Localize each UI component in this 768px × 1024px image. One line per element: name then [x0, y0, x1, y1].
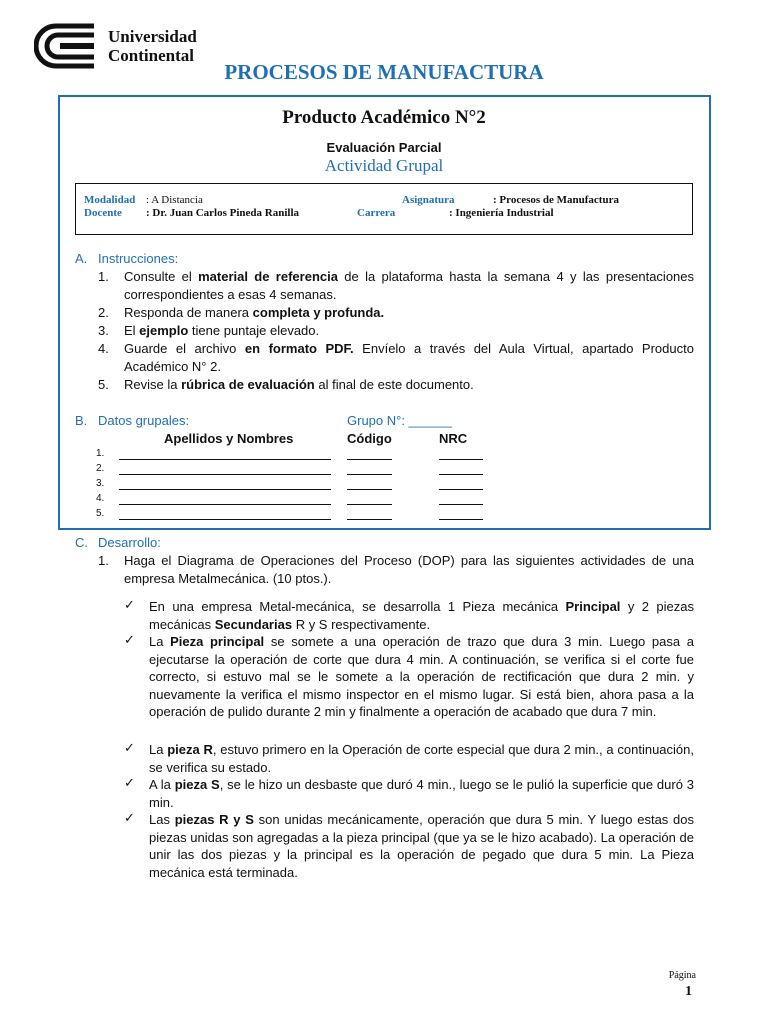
- instruction-5: Revise la rúbrica de evaluación al final de este documento.: [124, 377, 474, 392]
- section-b-letter: B.: [75, 413, 88, 428]
- evaluation-subtitle: Evaluación Parcial: [326, 140, 442, 155]
- name-blank: [119, 504, 331, 505]
- task-1-text: Haga el Diagrama de Operaciones del Proceso (DOP) para las siguientes actividades de una empresa Metalmecánica. (10 ptos.).: [124, 553, 694, 586]
- checkmark-icon: ✓: [124, 811, 135, 826]
- activity-bullet: En una empresa Metal-mecánica, se desarrolla 1 Pieza mecánica Principal y 2 piezas mecánicas Secundarias R y S respectivamente.: [149, 599, 694, 632]
- activity-type: Actividad Grupal: [324, 156, 444, 175]
- row-number: 4.: [96, 493, 105, 504]
- column-header-names: Apellidos y Nombres: [164, 431, 294, 446]
- carrera-label: Carrera: [357, 207, 396, 219]
- activity-bullet: La Pieza principal se somete a una operación de trazo que dura 3 min. Luego pasa a ejecutarse la operación de corte que dura 4 min. A continuación, se verifica si el corte fue correcto, si estuvo mal se le somete a la operación de rectificación que dura 2 min. y nuevamente la verifica el mismo inspector en el mismo lugar. Si está bien, ahora pasa a la operación de pulido durante 2 min y finalmente a operación de acabado que dura 7 min.: [149, 634, 694, 720]
- page-label: Página: [668, 970, 696, 981]
- name-blank: [119, 474, 331, 475]
- code-blank: [347, 489, 392, 490]
- row-number: 2.: [96, 463, 105, 474]
- section-c-title: Desarrollo:: [98, 535, 161, 550]
- code-blank: [347, 519, 392, 520]
- activity-bullet: Las piezas R y S son unidas mecánicamente, operación que dura 5 min. Y luego estas dos piezas unidas son agregadas a la pieza principal (que ya se le hizo acabado). La operación de unir las dos piezas y la principal es la operación de pegado que dura 5 min. La Pieza mecánica está terminada.: [149, 812, 694, 880]
- university-name-line1: Universidad: [108, 27, 197, 46]
- asignatura-label: Asignatura: [402, 194, 455, 206]
- docente-value: : Dr. Juan Carlos Pineda Ranilla: [146, 207, 300, 219]
- name-blank: [119, 489, 331, 490]
- docente-label: Docente: [84, 207, 122, 219]
- checkmark-icon: ✓: [124, 741, 135, 756]
- instruction-4-number: 4.: [98, 341, 109, 356]
- document-title: Producto Académico N°2: [282, 107, 486, 128]
- nrc-blank: [439, 489, 483, 490]
- nrc-blank: [439, 459, 483, 460]
- section-c-letter: C.: [75, 535, 88, 550]
- course-title: PROCESOS DE MANUFACTURA: [224, 60, 544, 84]
- nrc-blank: [439, 519, 483, 520]
- name-blank: [119, 519, 331, 520]
- activity-bullet: La pieza R, estuvo primero en la Operación de corte especial que dura 2 min., a continuación, se verifica su estado.: [149, 742, 694, 775]
- asignatura-value: : Procesos de Manufactura: [493, 194, 619, 206]
- row-number: 3.: [96, 478, 105, 489]
- instruction-2-number: 2.: [98, 305, 109, 320]
- checkmark-icon: ✓: [124, 598, 135, 613]
- instruction-1: Consulte el material de referencia de la plataforma hasta la semana 4 y las presentaciones correspondientes a esas 4 semanas.: [124, 269, 695, 302]
- modalidad-label: Modalidad: [84, 194, 136, 206]
- row-number: 1.: [96, 448, 105, 459]
- carrera-value: : Ingeniería Industrial: [449, 207, 554, 219]
- name-blank: [119, 459, 331, 460]
- code-blank: [347, 504, 392, 505]
- instruction-1-number: 1.: [98, 269, 109, 284]
- page-number: 1: [685, 984, 692, 999]
- code-blank: [347, 474, 392, 475]
- instruction-3-number: 3.: [98, 323, 109, 338]
- section-b-title: Datos grupales:: [98, 413, 190, 428]
- row-number: 5.: [96, 508, 105, 519]
- instruction-4: Guarde el archivo en formato PDF. Envíelo a través del Aula Virtual, apartado Producto Académico N° 2.: [124, 341, 694, 374]
- university-name-line2: Continental: [108, 46, 194, 65]
- column-header-code: Código: [347, 431, 392, 446]
- group-number-field: Grupo N°: ______: [347, 413, 452, 428]
- checkmark-icon: ✓: [124, 776, 135, 791]
- section-a-letter: A.: [75, 251, 88, 266]
- instruction-3: El ejemplo tiene puntaje elevado.: [124, 323, 320, 338]
- modalidad-value: : A Distancia: [146, 194, 203, 206]
- nrc-blank: [439, 504, 483, 505]
- course-info-box: [75, 183, 693, 235]
- code-blank: [347, 459, 392, 460]
- section-a-title: Instrucciones:: [98, 251, 179, 266]
- instruction-2: Responda de manera completa y profunda.: [124, 305, 385, 320]
- nrc-blank: [439, 474, 483, 475]
- task-1-number: 1.: [98, 553, 109, 568]
- checkmark-icon: ✓: [124, 633, 135, 648]
- instruction-5-number: 5.: [98, 377, 109, 392]
- column-header-nrc: NRC: [439, 431, 468, 446]
- activity-bullet: A la pieza S, se le hizo un desbaste que duró 4 min., luego se le pulió la superficie que duró 3 min.: [149, 777, 694, 810]
